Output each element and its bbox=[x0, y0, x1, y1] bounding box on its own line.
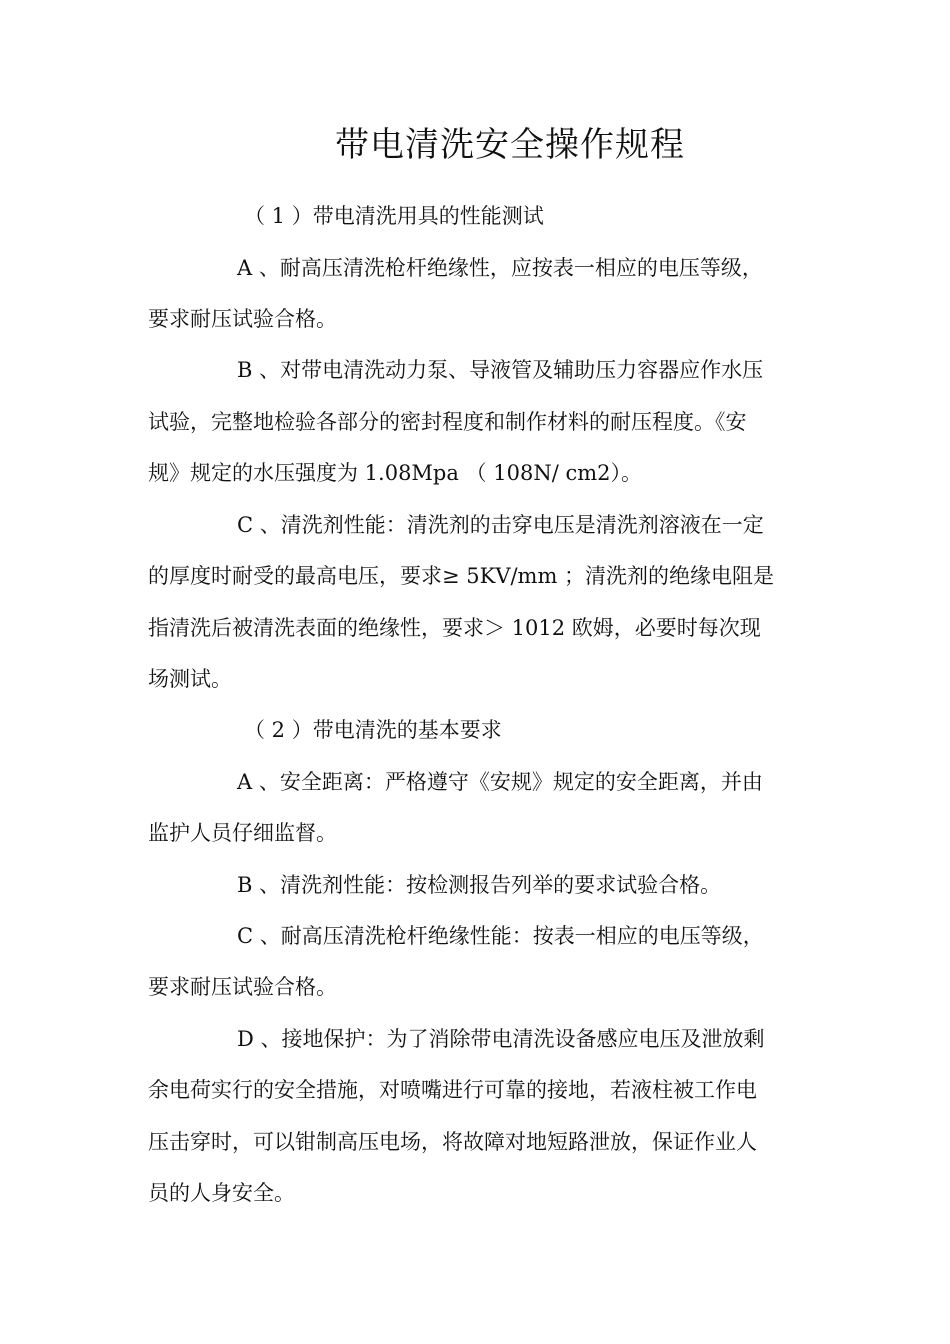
paragraph-line: A 、耐高压清洗枪杆绝缘性，应按表一相应的电压等级， bbox=[237, 256, 763, 280]
paragraph-line: 压击穿时，可以钳制高压电场，将故障对地短路泄放，保证作业人 bbox=[148, 1130, 757, 1154]
paragraph-line: 员的人身安全。 bbox=[148, 1181, 295, 1205]
paragraph-line: 的厚度时耐受的最高电压，要求≥ 5KV/mm ；清洗剂的绝缘电阻是 bbox=[148, 564, 775, 588]
section-heading-1: （ 1 ）带电清洗用具的性能测试 bbox=[244, 204, 544, 228]
paragraph-line: 场测试。 bbox=[148, 667, 232, 691]
paragraph-line: 规》规定的水压强度为 1.08Mpa （ 108N/ cm2）。 bbox=[148, 461, 642, 485]
paragraph-line: B 、对带电清洗动力泵、导液管及辅助压力容器应作水压 bbox=[237, 358, 764, 382]
paragraph-line: D 、接地保护：为了消除带电清洗设备感应电压及泄放剩 bbox=[237, 1027, 765, 1051]
document-title: 带电清洗安全操作规程 bbox=[335, 125, 685, 165]
paragraph-line: 指清洗后被清洗表面的绝缘性，要求＞ 1012 欧姆，必要时每次现 bbox=[148, 616, 761, 640]
paragraph-line: C 、耐高压清洗枪杆绝缘性能：按表一相应的电压等级， bbox=[237, 924, 764, 948]
paragraph-line: C 、清洗剂性能：清洗剂的击穿电压是清洗剂溶液在一定 bbox=[237, 513, 764, 537]
paragraph-line: 要求耐压试验合格。 bbox=[148, 975, 337, 999]
paragraph-line: 试验，完整地检验各部分的密封程度和制作材料的耐压程度。《安 bbox=[148, 410, 747, 434]
section-heading-2: （ 2 ）带电清洗的基本要求 bbox=[244, 718, 502, 742]
paragraph-line: B 、清洗剂性能：按检测报告列举的要求试验合格。 bbox=[237, 873, 722, 897]
paragraph-line: 要求耐压试验合格。 bbox=[148, 307, 337, 331]
paragraph-line: 监护人员仔细监督。 bbox=[148, 821, 337, 845]
paragraph-line: A 、安全距离：严格遵守《安规》规定的安全距离，并由 bbox=[237, 770, 763, 794]
paragraph-line: 余电荷实行的安全措施，对喷嘴进行可靠的接地，若液柱被工作电 bbox=[148, 1078, 757, 1102]
